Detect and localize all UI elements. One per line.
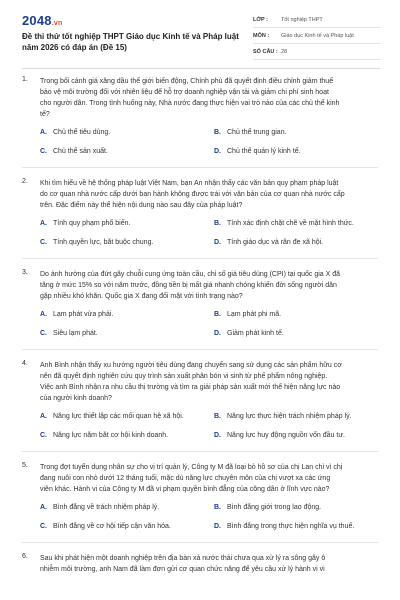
question-divider: [22, 542, 378, 543]
option-letter: C.: [40, 330, 47, 337]
question-line: Do ảnh hưởng của đứt gãy chuỗi cung ứng toàn cầu, chỉ số giá tiêu dùng (CPI) tại quốc gia X đã: [40, 271, 341, 278]
meta-row-subject: [253, 28, 380, 44]
option-text: Bình đẳng về cơ hội tiếp cận văn hóa.: [53, 523, 171, 530]
option-letter: B.: [214, 311, 221, 318]
meta-label: SỐ CÂU :: [253, 48, 278, 55]
answer-option[interactable]: [40, 503, 204, 513]
question-line: cho người dân. Trong tình huống này, Nhà nước đang thực hiện vai trò nào của các chủ thể kinh: [40, 100, 340, 107]
option-text: Năng lực thực hiện trách nhiệm pháp lý.: [227, 413, 352, 420]
answer-options: [40, 128, 378, 157]
question-item: [0, 178, 400, 248]
question-number: 5.: [22, 462, 28, 469]
option-text: Năng lực thiết lập các mối quan hệ xã hội.: [53, 413, 184, 420]
answer-option[interactable]: [40, 431, 204, 441]
option-letter: C.: [40, 148, 47, 155]
answer-option[interactable]: [214, 412, 378, 422]
question-line: nhiễm môi trường, anh Nam đã làm đơn gửi cơ quan chức năng để yêu cầu xử lý hành vi vi: [40, 566, 325, 573]
option-letter: B.: [214, 413, 221, 420]
question-line: bảo vệ môi trường đối với nhiên liệu để hỗ trợ doanh nghiệp vận tải và giảm chi phí sinh hoạt: [40, 89, 329, 96]
question-number: 2.: [22, 178, 28, 185]
option-text: Năng lực huy động nguồn vốn đầu tư.: [227, 432, 345, 439]
answer-option[interactable]: [214, 503, 378, 513]
answer-option[interactable]: [40, 329, 204, 339]
answer-options: [40, 503, 378, 532]
answer-options: [40, 412, 378, 441]
question-text: [40, 360, 378, 404]
option-text: Bình đẳng giới trong lao động.: [227, 504, 322, 511]
logo-text: 2048: [22, 13, 52, 28]
question-divider: [22, 349, 378, 350]
question-item: [0, 360, 400, 441]
answer-option[interactable]: [214, 431, 378, 441]
option-text: Giảm phát kinh tế.: [227, 330, 284, 337]
option-text: Lạm phát vừa phải.: [53, 311, 114, 318]
question-line: nên đã quyết định nghiên cứu quy trình sản xuất phân bón vi sinh từ phế phẩm nông nghiệp.: [40, 373, 328, 380]
answer-option[interactable]: [40, 219, 204, 229]
question-number: 6.: [22, 553, 28, 560]
question-line: của người kinh doanh?: [40, 395, 112, 402]
question-line: do cơ quan nhà nước cấp dưới ban hành không được trái với văn bản của cơ quan nhà nước cấp: [40, 191, 345, 198]
option-text: Lạm phát phi mã.: [227, 311, 282, 318]
answer-option[interactable]: [214, 310, 378, 320]
option-text: Chủ thể sản xuất.: [53, 148, 108, 155]
answer-option[interactable]: [40, 412, 204, 422]
question-line: Trong đợt tuyển dụng nhân sự cho vị trí quản lý, Công ty M đã loại bỏ hồ sơ của chị Lan chỉ vì chị: [40, 464, 343, 471]
option-text: Chủ thể tiêu dùng.: [53, 129, 111, 136]
question-item: [0, 462, 400, 532]
meta-row-count: [253, 44, 380, 60]
option-text: Tính quyền lực, bắt buộc chung.: [53, 239, 154, 246]
answer-option[interactable]: [214, 329, 378, 339]
option-letter: A.: [40, 413, 47, 420]
option-letter: C.: [40, 239, 47, 246]
question-list: [0, 76, 400, 583]
option-letter: B.: [214, 220, 221, 227]
option-text: Chủ thể quản lý kinh tế.: [227, 148, 301, 155]
answer-options: [40, 310, 378, 339]
question-line: tế?: [40, 111, 50, 118]
question-number: 1.: [22, 76, 28, 83]
option-letter: B.: [214, 129, 221, 136]
question-item: [0, 269, 400, 339]
meta-label: LỚP :: [253, 16, 268, 23]
option-letter: C.: [40, 523, 47, 530]
option-letter: C.: [40, 432, 47, 439]
meta-label: MÔN :: [253, 32, 270, 39]
site-logo[interactable]: [22, 13, 62, 28]
question-line: Khi tìm hiểu về hệ thống pháp luật Việt Nam, bạn An nhận thấy các văn bản quy phạm pháp luật: [40, 180, 339, 187]
answer-option[interactable]: [40, 238, 204, 248]
question-line: Sau khi phát hiện một doanh nghiệp trên địa bàn xả nước thải chưa qua xử lý ra sông gây ô: [40, 555, 326, 562]
exam-title: Đề thi thử tốt nghiệp THPT Giáo dục Kinh tế và Pháp luật năm 2026 có đáp án (Đề 15): [22, 32, 239, 52]
answer-option[interactable]: [214, 147, 378, 157]
question-number: 3.: [22, 269, 28, 276]
option-letter: D.: [214, 523, 221, 530]
option-text: Tính giáo dục và răn đe xã hội.: [227, 239, 324, 246]
question-line: gặp nhiều khó khăn. Quốc gia X đang đối mặt với tình trạng nào?: [40, 293, 243, 300]
option-text: Chủ thể trung gian.: [227, 129, 287, 136]
option-letter: D.: [214, 432, 221, 439]
option-letter: D.: [214, 239, 221, 246]
answer-option[interactable]: [214, 128, 378, 138]
exam-meta: [253, 12, 380, 60]
answer-option[interactable]: [40, 128, 204, 138]
question-item: [0, 553, 400, 575]
question-number: 4.: [22, 360, 28, 367]
header-divider: [22, 68, 380, 69]
question-line: trên. Đặc điểm này thể hiện nội dung nào sau đây của pháp luật?: [40, 202, 243, 209]
question-item: [0, 76, 400, 157]
question-text: [40, 178, 378, 211]
logo-suffix: .vn: [51, 20, 63, 27]
answer-option[interactable]: [40, 147, 204, 157]
question-line: Trong bối cảnh giá xăng dầu thế giới biến động, Chính phủ đã quyết định điều chỉnh giảm thuế: [40, 78, 334, 85]
question-divider: [22, 167, 378, 168]
answer-option[interactable]: [214, 238, 378, 248]
question-line: Anh Bình nhận thấy xu hướng người tiêu dùng đang chuyển sang sử dụng các sản phẩm hữu cơ: [40, 362, 342, 369]
answer-option[interactable]: [40, 310, 204, 320]
option-text: Siêu lạm phát.: [53, 330, 98, 337]
option-letter: D.: [214, 330, 221, 337]
option-text: Năng lực nắm bắt cơ hội kinh doanh.: [53, 432, 169, 439]
question-text: [40, 553, 378, 575]
meta-value: Giáo dục Kinh tế và Pháp luật: [281, 32, 354, 39]
option-letter: B.: [214, 504, 221, 511]
answer-option[interactable]: [214, 219, 378, 229]
question-divider: [22, 258, 378, 259]
option-letter: A.: [40, 504, 47, 511]
meta-value: Tốt nghiệp THPT: [281, 16, 323, 23]
option-text: Bình đẳng về trách nhiệm pháp lý.: [53, 504, 160, 511]
option-letter: D.: [214, 148, 221, 155]
question-line: Việc anh Bình nhận ra nhu cầu thị trường và tìm ra giải pháp sản xuất mới thể hiện năng lực nào: [40, 384, 341, 391]
option-text: Tính quy phạm phổ biến.: [53, 220, 131, 227]
header: [0, 0, 400, 66]
question-text: [40, 76, 378, 120]
question-text: [40, 269, 378, 302]
question-line: đang nuôi con nhỏ dưới 12 tháng tuổi, mặc dù năng lực chuyên môn của chị vượt xa các ứng: [40, 475, 331, 482]
question-text: [40, 462, 378, 495]
question-divider: [22, 451, 378, 452]
question-line: viên khác. Hành vi của Công ty M đã vi phạm quyền bình đẳng của công dân ở lĩnh vực nào?: [40, 486, 330, 493]
answer-options: [40, 219, 378, 248]
answer-option[interactable]: [214, 522, 378, 532]
answer-option[interactable]: [40, 522, 204, 532]
option-letter: A.: [40, 129, 47, 136]
meta-value: 28: [281, 48, 288, 55]
option-letter: A.: [40, 220, 47, 227]
question-line: tăng ở mức 15% so với năm trước, đồng tiền bị mất giá nhanh chóng khiến đời sống người dân: [40, 282, 337, 289]
meta-row-class: [253, 12, 380, 28]
option-text: Tính xác định chặt chẽ về mặt hình thức.: [227, 220, 354, 227]
option-text: Bình đẳng trong thực hiện nghĩa vụ thuế.: [227, 523, 355, 530]
option-letter: A.: [40, 311, 47, 318]
